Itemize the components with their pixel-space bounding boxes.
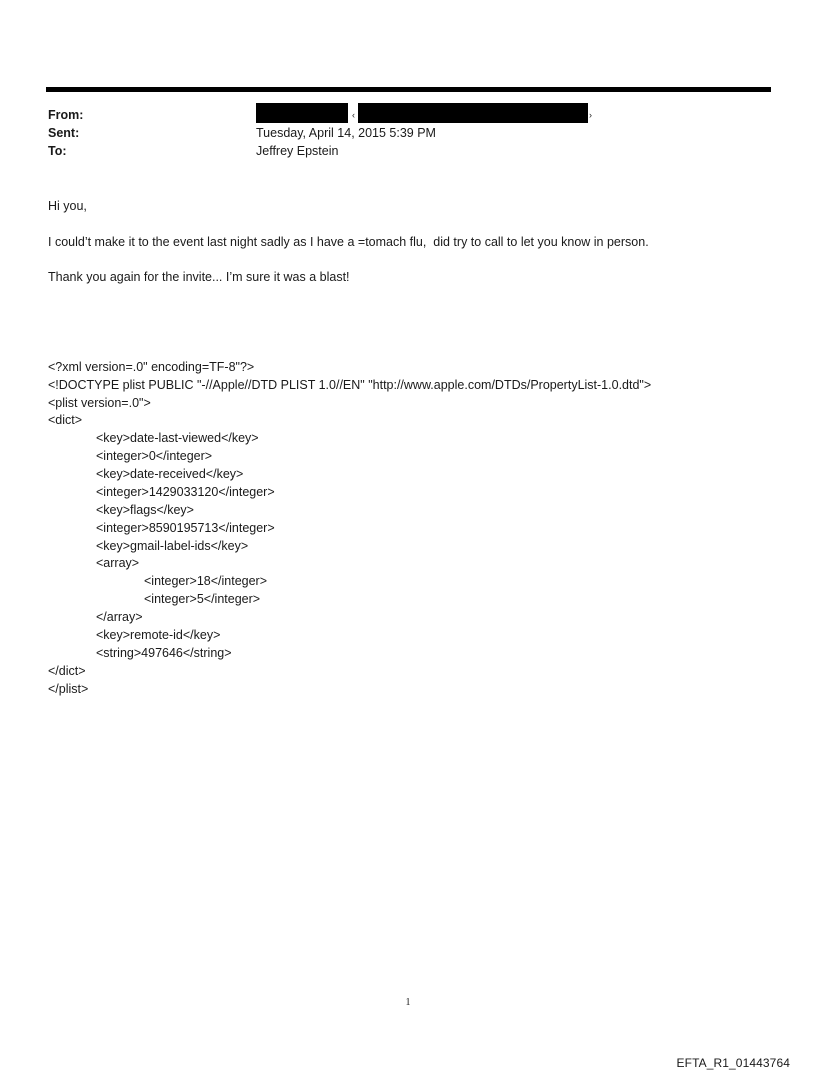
plist-line: <key>gmail-label-ids</key> (96, 539, 249, 553)
greeting: Hi you, (48, 199, 87, 213)
plist-line: <key>flags</key> (96, 503, 194, 517)
sent-label: Sent: (48, 126, 80, 140)
sent-value: Tuesday, April 14, 2015 5:39 PM (256, 126, 436, 140)
plist-line: <key>date-received</key> (96, 467, 244, 481)
plist-line: <!DOCTYPE plist PUBLIC "-//Apple//DTD PLIST 1.0//EN" "http://www.apple.com/DTDs/PropertyList-1.0.dtd"> (48, 378, 652, 392)
to-value: Jeffrey Epstein (256, 144, 339, 158)
plist-line: <string>497646</string> (96, 646, 232, 660)
body-paragraph: Thank you again for the invite... I’m sure it was a blast! (48, 270, 350, 284)
from-email-redaction (358, 103, 588, 123)
plist-line: </dict> (48, 664, 86, 678)
plist-line: <integer>1429033120</integer> (96, 485, 275, 499)
bates-number: EFTA_R1_01443764 (676, 1056, 790, 1070)
page-number: 1 (405, 997, 411, 1008)
angle-open-icon: ‹ (352, 110, 355, 120)
plist-line: <plist version=.0"> (48, 396, 151, 410)
plist-line: <integer>5</integer> (144, 592, 261, 606)
angle-close-icon: › (589, 110, 592, 120)
plist-line: <dict> (48, 413, 83, 427)
body-paragraph: I could’t make it to the event last night sadly as I have a =tomach flu, did try to call to let you know in person. (48, 235, 649, 249)
plist-line: </plist> (48, 682, 89, 696)
header-rule (46, 87, 771, 92)
plist-line: <integer>0</integer> (96, 449, 213, 463)
plist-line: <?xml version=.0" encoding=TF-8"?> (48, 360, 255, 374)
plist-line: <key>remote-id</key> (96, 628, 221, 642)
plist-line: <key>date-last-viewed</key> (96, 431, 259, 445)
plist-line: <integer>18</integer> (144, 574, 268, 588)
from-label: From: (48, 108, 84, 122)
plist-line: <array> (96, 556, 140, 570)
from-name-redaction (256, 103, 348, 123)
to-label: To: (48, 144, 67, 158)
plist-line: </array> (96, 610, 143, 624)
plist-line: <integer>8590195713</integer> (96, 521, 275, 535)
